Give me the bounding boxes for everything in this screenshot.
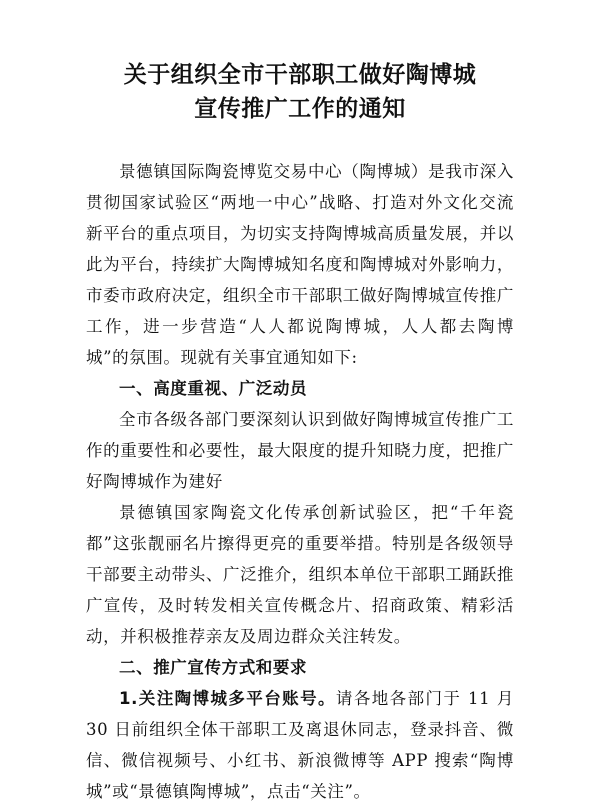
title-line-1: 关于组织全市干部职工做好陶博城 xyxy=(123,61,477,88)
intro-paragraph: 景德镇国际陶瓷博览交易中心（陶博城）是我市深入贯彻国家试验区“两地一中心”战略、打造对外文化交流新平台的重点项目，为切实支持陶博城高质量发展，并以此为平台，持续扩大陶博城知名度和陶博城对外影响力，市委市政府决定，组织全市干部职工做好陶博城宣传推广工作，进一步营造“人人都说陶博城，人人都去陶博城”的氛围。现就有关事宜通知如下: xyxy=(86,162,514,367)
title-line-2: 宣传推广工作的通知 xyxy=(194,95,406,122)
section-1-heading: 一、高度重视、广泛动员 xyxy=(119,379,308,398)
item-1-text: 请各地各部门于 11 月 30 日前组织全体干部职工及离退休同志，登录抖音、微信、微信视频号、小红书、新浪微博等 APP 搜索“陶博城”或“景德镇陶博城”，点击“关注”。 xyxy=(86,689,514,801)
section-2-item-1 xyxy=(86,683,514,807)
item-1-lead: 1.关注陶博城多平台账号。 xyxy=(119,689,336,708)
section-1-paragraph-1: 全市各级各部门要深刻认识到做好陶博城宣传推广工作的重要性和必要性，最大限度的提升知晓力度，把推广好陶博城作为建好 xyxy=(86,410,514,491)
section-1-paragraph-2: 景德镇国家陶瓷文化传承创新试验区，把“千年瓷都”这张靓丽名片擦得更亮的重要举措。特别是各级领导干部要主动带头、广泛推介，组织本单位干部职工踊跃推广宣传，及时转发相关宣传概念片、招商政策、精彩活动，并积极推荐亲友及周边群众关注转发。 xyxy=(86,503,514,646)
section-2-heading: 二、推广宣传方式和要求 xyxy=(119,658,308,677)
document-title xyxy=(86,58,514,126)
